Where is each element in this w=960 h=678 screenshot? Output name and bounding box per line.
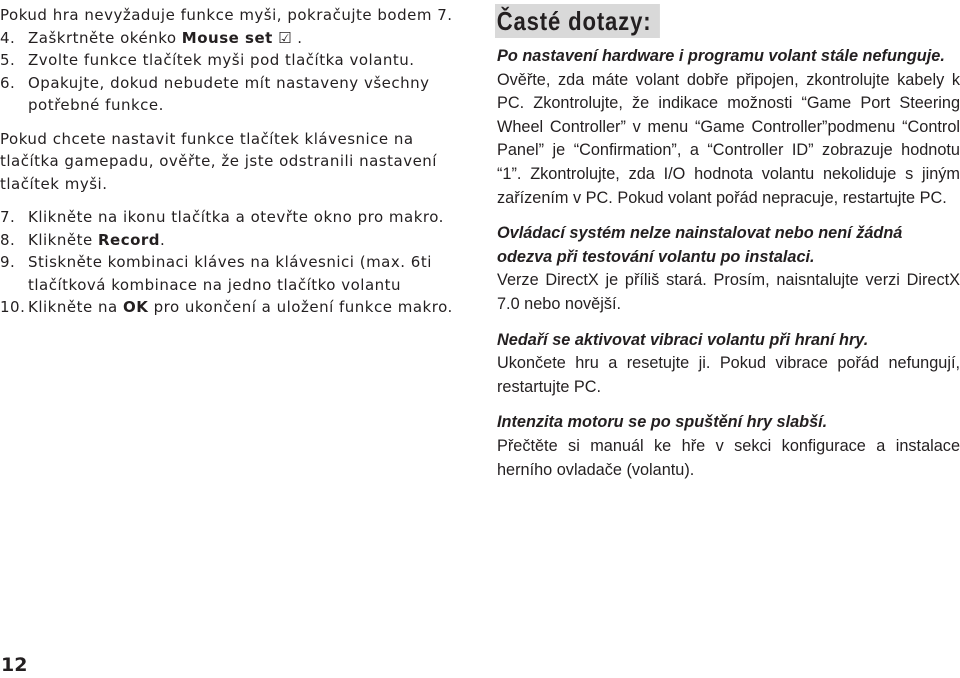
faq-answer: Ukončete hru a resetujte ji. Pokud vibrace pořád nefungují, restartujte PC. (497, 354, 960, 396)
step-number: 6. (0, 73, 16, 92)
step-text: Zaškrtněte okénko (28, 28, 182, 47)
step-item (0, 296, 472, 319)
faq-answer: Verze DirectX je příliš stará. Prosím, naisntalujte verzi DirectX 7.0 nebo novější. (497, 271, 960, 313)
step-bold: Record (97, 230, 161, 249)
step-item (0, 27, 472, 50)
step-suffix: ☑ . (272, 28, 303, 47)
step-item (0, 251, 472, 296)
faq-answer: Přečtěte si manuál ke hře v sekci konfigurace a instalace herního ovladače (volantu). (497, 436, 960, 479)
step-text: Klikněte na ikonu tlačítka a otevřte okno pro makro. (28, 208, 444, 226)
faq-title: Časté dotazy: (495, 4, 660, 38)
step-number: 9. (0, 253, 16, 271)
step-number: 5. (0, 51, 16, 69)
step-bold: OK (122, 298, 149, 316)
step-number: 7. (0, 208, 16, 226)
faq-item (497, 329, 960, 400)
page-number: 12 (1, 654, 28, 676)
step-item (0, 229, 472, 252)
step-number: 8. (0, 230, 16, 249)
step-number: 4. (0, 28, 16, 47)
faq-item (497, 45, 960, 210)
step-text: Opakujte, dokud nebudete mít nastaveny všechny potřebné funkce. (28, 73, 430, 114)
left-column (0, 4, 472, 319)
step-text: Klikněte (28, 230, 98, 249)
step-item (0, 72, 472, 117)
step-text: Zvolte funkce tlačítek myši pod tlačítka volantu. (28, 51, 415, 69)
step-suffix: pro ukončení a uložení funkce makro. (148, 298, 453, 316)
step-number: 10. (0, 298, 26, 316)
faq-item (497, 411, 960, 482)
faq-question: Nedaří se aktivovat vibraci volantu při hraní hry. (497, 330, 869, 349)
step-text: Stiskněte kombinaci kláves na klávesnici (max. 6ti tlačítková kombinace na jedno tlačítko volantu (28, 253, 432, 294)
faq-answer: Ověřte, zda máte volant dobře připojen, zkontrolujte kabely k PC. Zkontrolujte, že indikace možnosti “Game Port Steering Wheel Controller” v menu “Game Controller”podmenu “Control Panel” je “Confirmation”, a “Controller ID” zobrazuje hodnotu “1”. Zkontrolujte, zda I/O hodnota volantu nekoliduje s jiným zařízením v PC. Pokud volant pořád nepracuje, restartujte PC. (497, 70, 960, 207)
step-text: Klikněte na (28, 298, 123, 316)
step-item (0, 206, 472, 229)
faq-question: Po nastavení hardware i programu volant stále nefunguje. (497, 47, 945, 65)
faq-column (497, 4, 960, 482)
step-bold: Mouse set (181, 28, 273, 47)
faq-item (497, 222, 960, 316)
step-item (0, 49, 472, 72)
note-text: Pokud chcete nastavit funkce tlačítek klávesnice na tlačítka gamepadu, ověřte, že jste odstranili nastavení tlačítek myši. (0, 129, 437, 193)
intro-text: Pokud hra nevyžaduje funkce myši, pokračujte bodem 7. (0, 6, 453, 24)
step-suffix: . (160, 230, 166, 249)
faq-question: Intenzita motoru se po spuštění hry slabší. (497, 413, 828, 432)
faq-question: Ovládací systém nelze nainstalovat nebo není žádná odezva při testování volantu po instalaci. (497, 224, 903, 266)
